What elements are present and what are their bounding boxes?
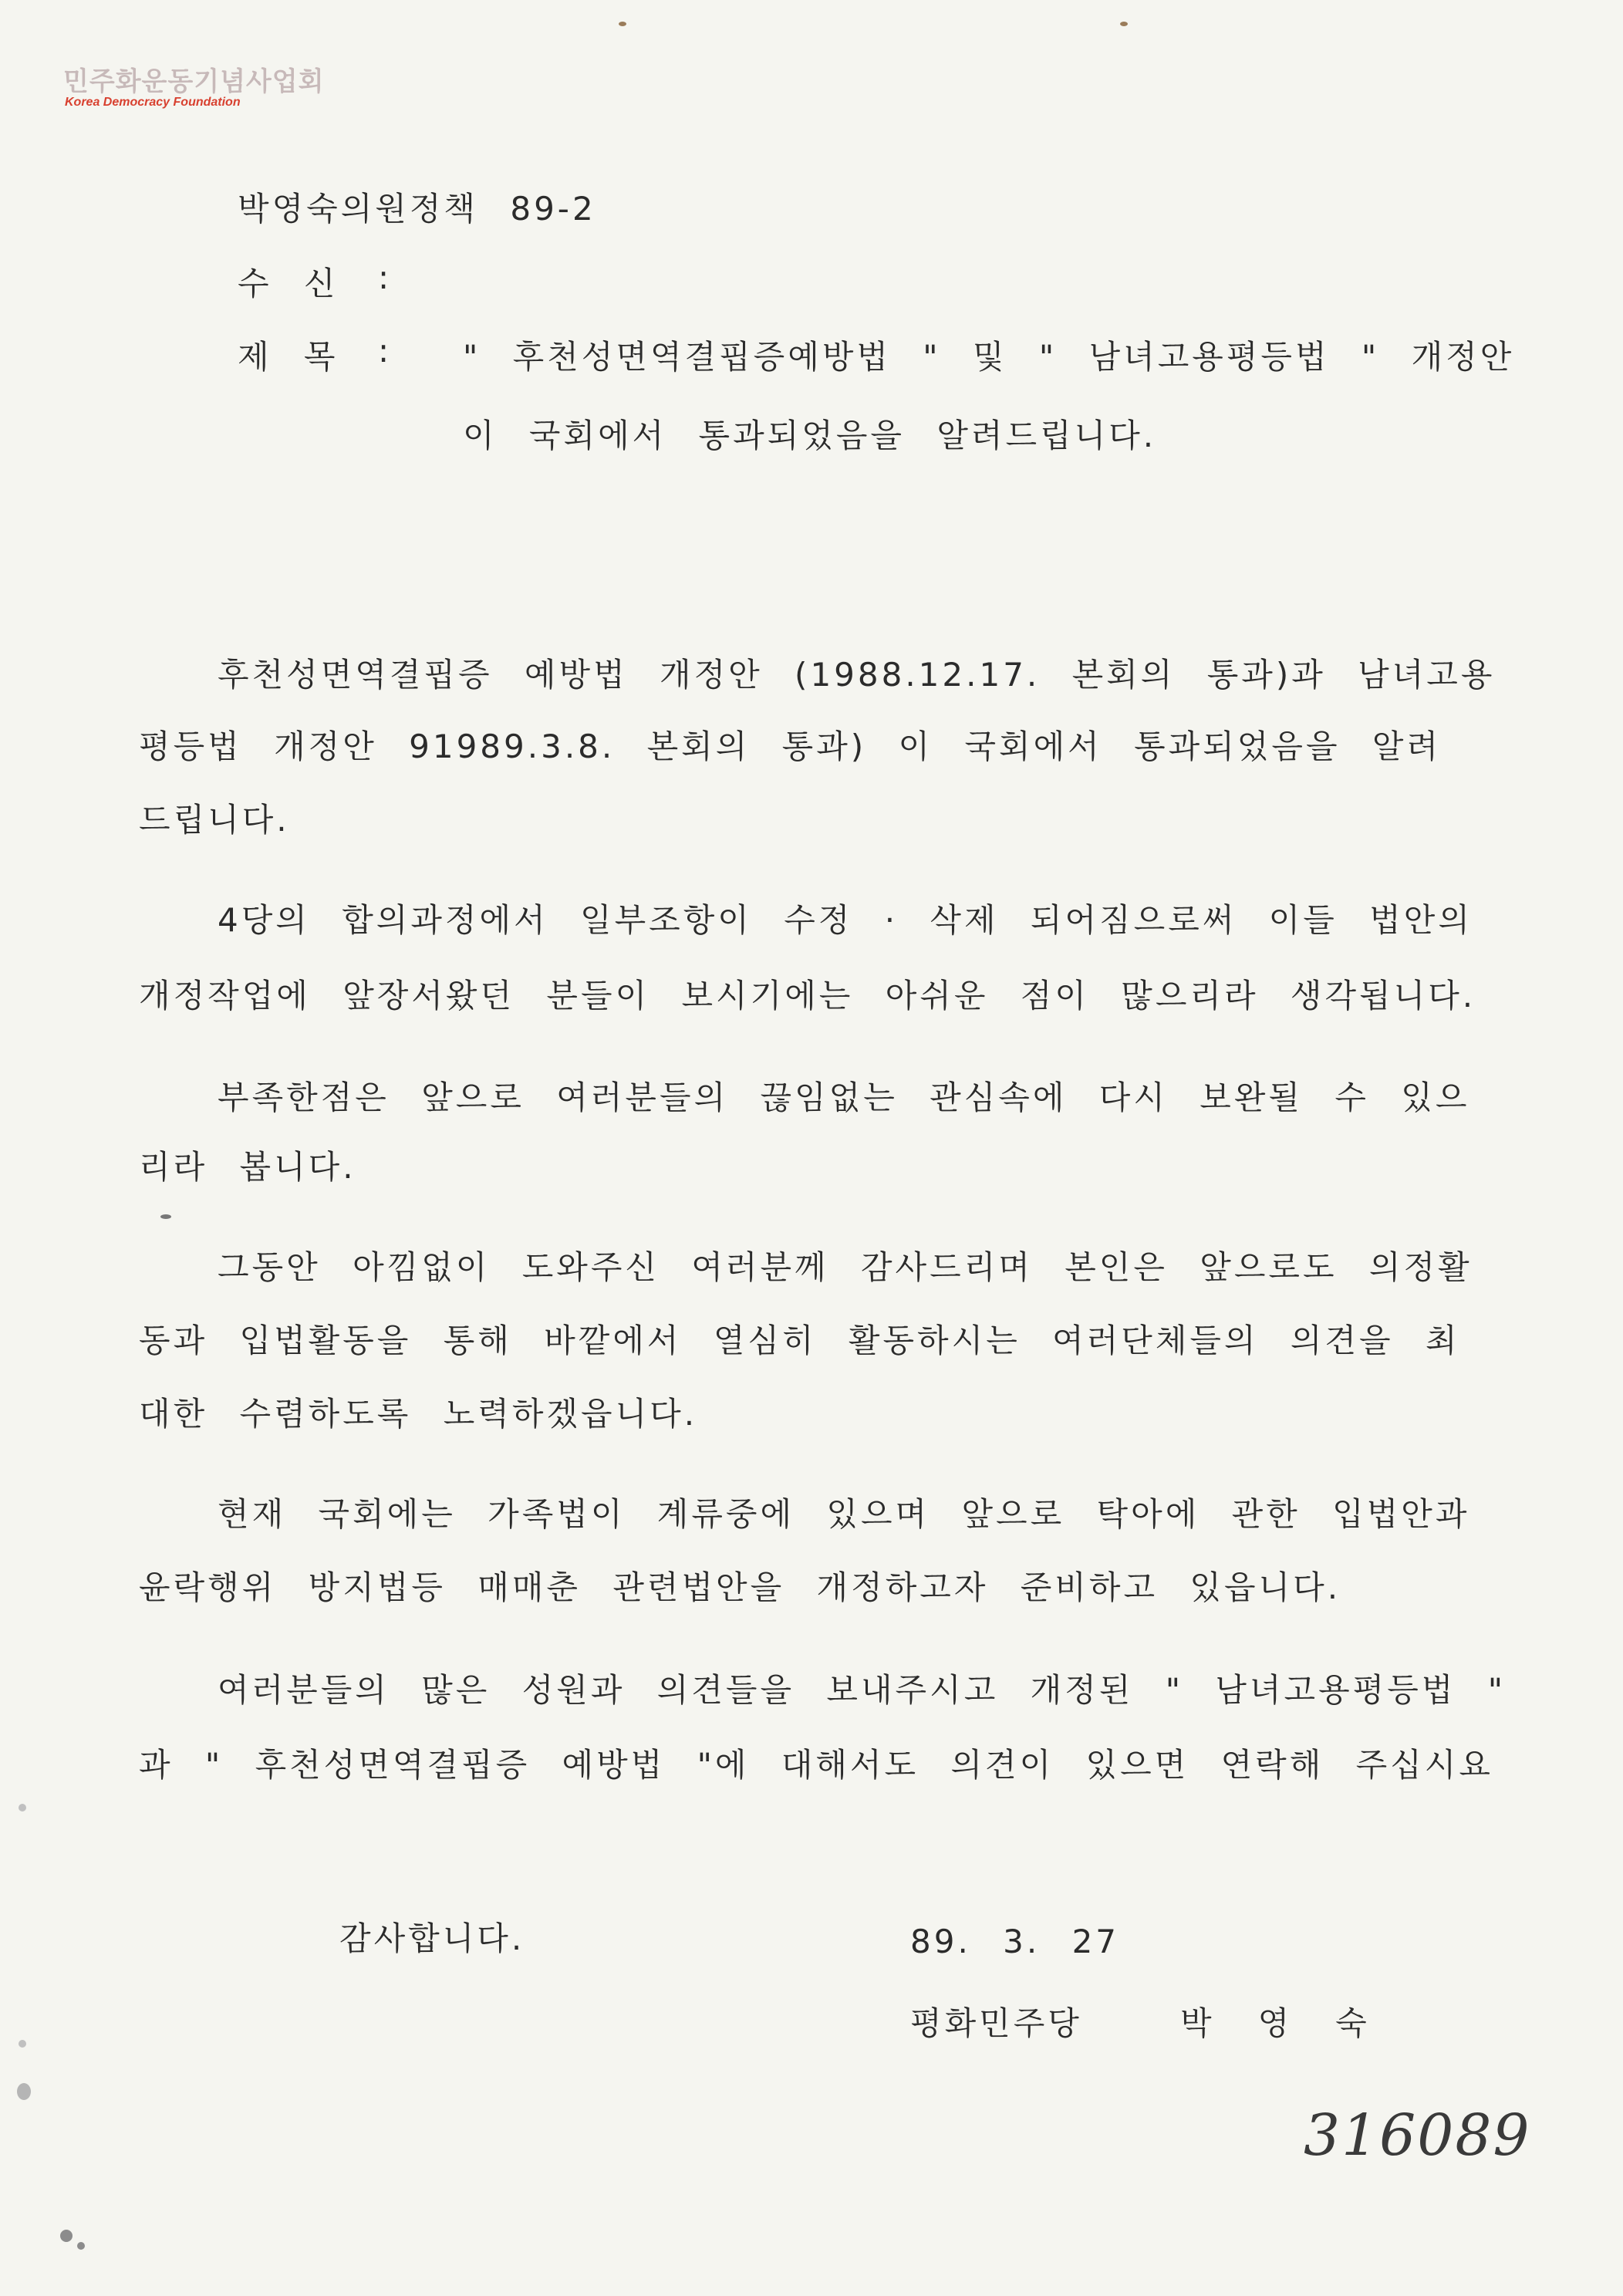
body-line-13: 여러분들의 많은 성원과 의견들을 보내주시고 개정된 " 남녀고용평등법 "	[218, 1671, 1507, 1709]
body-line-3: 드립니다.	[139, 801, 290, 839]
body-line-9: 동과 입법활동을 통해 바깥에서 열심히 활동하시는 여러단체들의 의견을 최	[139, 1322, 1460, 1359]
closing-thanks: 감사합니다.	[339, 1920, 525, 1957]
recipient-label: 수 신	[238, 265, 339, 302]
document-date: 89. 3. 27	[910, 1923, 1120, 1960]
scan-speck	[77, 2242, 85, 2250]
scan-speck	[60, 2230, 73, 2242]
body-line-10: 대한 수렴하도록 노력하겠읍니다.	[139, 1395, 698, 1433]
signer-name: 박영숙	[1180, 2004, 1413, 2042]
subject-colon: :	[378, 332, 393, 370]
scan-speck	[160, 1214, 171, 1219]
body-line-14: 과 " 후천성면역결핍증 예방법 "에 대해서도 의견이 있으면 연락해 주십시요	[139, 1746, 1493, 1784]
scan-speck	[17, 2083, 31, 2100]
body-line-6: 부족한점은 앞으로 여러분들의 끊임없는 관심속에 다시 보완될 수 있으	[218, 1079, 1470, 1116]
document-reference-number: 박영숙의원정책 89-2	[238, 190, 596, 228]
body-line-11: 현재 국회에는 가족법이 계류중에 있으며 앞으로 탁아에 관한 입법안과	[218, 1495, 1470, 1533]
body-line-7: 리라 봅니다.	[139, 1148, 356, 1186]
party-name: 평화민주당	[910, 2004, 1082, 2042]
scan-speck	[619, 22, 626, 26]
subject-line-1: " 후천성면역결핍증예방법 " 및 " 남녀고용평등법 " 개정안	[463, 338, 1515, 376]
scan-speck	[1120, 22, 1128, 26]
foundation-logo-english: Korea Democracy Foundation	[65, 96, 241, 109]
body-line-4: 4당의 합의과정에서 일부조항이 수정 · 삭제 되어짐으로써 이들 법안의	[218, 901, 1473, 939]
scan-speck	[19, 1804, 26, 1811]
body-line-2: 평등법 개정안 91989.3.8. 본회의 통과) 이 국회에서 통과되었음을 알려	[139, 728, 1442, 765]
body-line-8: 그동안 아낌없이 도와주신 여러분께 감사드리며 본인은 앞으로도 의정활	[218, 1248, 1473, 1286]
body-line-1: 후천성면역결핍증 예방법 개정안 (1988.12.17. 본회의 통과)과 남녀고용	[218, 656, 1496, 694]
body-line-12: 윤락행위 방지법등 매매춘 관련법안을 개정하고자 준비하고 있읍니다.	[139, 1568, 1341, 1606]
handwritten-archive-number: 316089	[1304, 2102, 1531, 2169]
scan-speck	[19, 2040, 26, 2048]
body-line-5: 개정작업에 앞장서왔던 분들이 보시기에는 아쉬운 점이 많으리라 생각됩니다.	[139, 977, 1476, 1015]
subject-line-2: 이 국회에서 통과되었음을 알려드립니다.	[463, 417, 1157, 454]
recipient-colon: :	[378, 258, 393, 296]
subject-label: 제 목	[238, 338, 339, 376]
foundation-logo-korean: 민주화운동기념사업회	[63, 66, 325, 97]
